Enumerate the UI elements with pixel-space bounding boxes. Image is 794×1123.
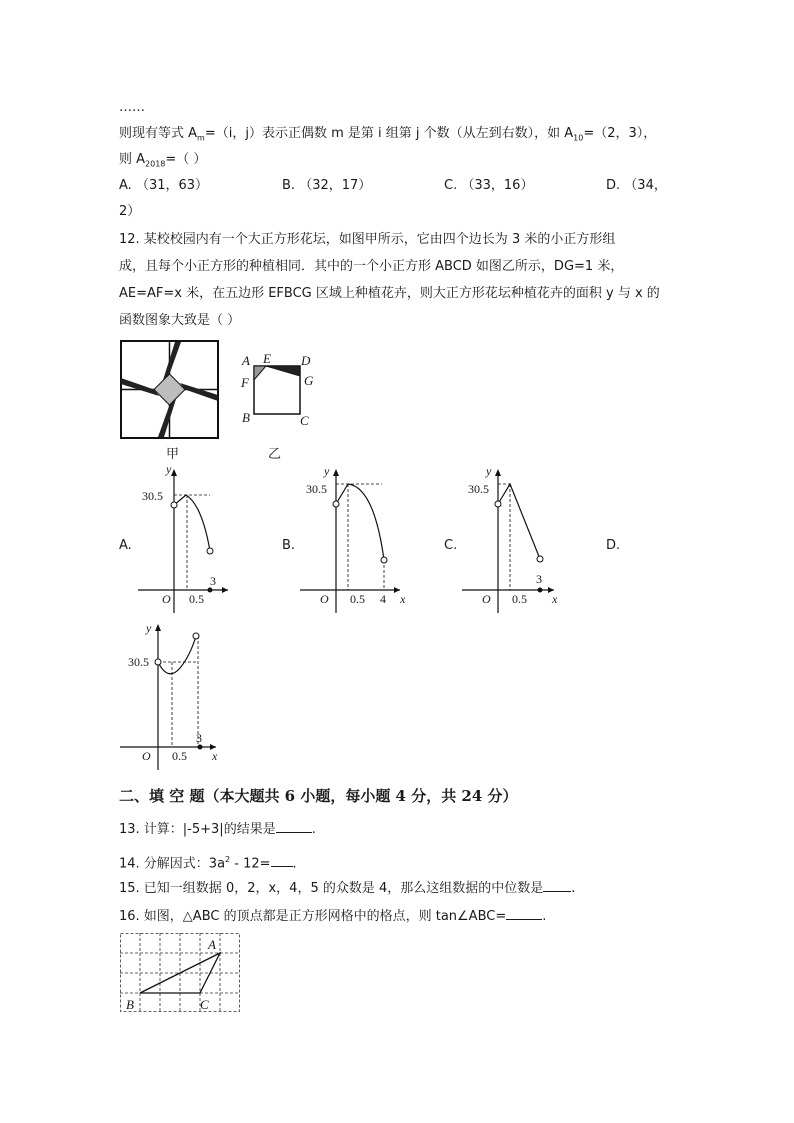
origin-label: O — [142, 749, 151, 763]
q11-line2: 则 $A_{2018}=$（ ） — [119, 152, 207, 169]
q11-option-b: B. （32，17） — [282, 178, 372, 193]
origin-label: O — [482, 592, 491, 606]
y-value-label: 30.5 — [128, 655, 149, 669]
origin-label: O — [162, 592, 171, 606]
q12-line1: 12. 某校校园内有一个大正方形花坛，如图甲所示，它由四个边长为 3 米的小正方形组 — [119, 232, 616, 247]
choice-c-letter: C. — [444, 538, 458, 553]
q14-line: 14. 分解因式：$3a^2 - 12=$ . — [119, 855, 297, 872]
label-A: A — [242, 353, 250, 368]
origin-label: O — [320, 592, 329, 606]
figure-yi — [238, 350, 318, 430]
x-half-label: 0.5 — [189, 592, 204, 606]
graph-choice-a — [138, 462, 230, 615]
y-axis-label: y — [324, 464, 330, 478]
y-value-label: 30.5 — [306, 482, 327, 496]
graph-choice-d — [120, 620, 224, 770]
x-end-label: 4 — [380, 592, 386, 606]
x-axis-label: x — [552, 592, 558, 606]
x-axis-label: x — [212, 749, 218, 763]
choice-b-letter: B. — [282, 538, 296, 553]
section-title: 二、填 空 题（本大题共 6 小题，每小题 4 分，共 24 分） — [119, 787, 518, 805]
figure-yi-caption: 乙 — [268, 447, 282, 462]
figure-triangle-grid — [120, 933, 242, 1013]
figure-jia-caption: 甲 — [166, 447, 180, 462]
x-half-label: 0.5 — [512, 592, 527, 606]
x-end-label: 3 — [210, 574, 216, 588]
label-C: C — [200, 997, 209, 1012]
choice-d-letter: D. — [606, 538, 621, 553]
label-G: G — [304, 373, 314, 388]
x-axis-label: x — [400, 592, 406, 606]
q12-line3: AE=AF=x 米，在五边形 EFBCG 区域上种植花卉，则大正方形花坛种植花卉的面积 y 与 x 的 — [119, 286, 660, 301]
answer-blank[interactable] — [271, 854, 293, 867]
figure-jia — [120, 340, 220, 440]
y-axis-label: y — [146, 621, 152, 635]
q12-line4: 函数图象大致是（ ） — [119, 313, 241, 328]
q11-option-c: C. （33，16） — [444, 178, 534, 193]
label-A: A — [208, 937, 216, 952]
q11-option-d-cont: 2） — [119, 204, 141, 219]
ellipsis-text: …… — [119, 100, 145, 115]
q11-option-a: A. （31，63） — [119, 178, 209, 193]
q11-line1: 则现有等式 $A_m=(i$，j）表示正偶数 m 是第 i 组第 j 个数（从左到右数），如 $A_{10}=(2$，3）， — [119, 126, 657, 143]
graph-choice-c — [462, 465, 562, 615]
x-half-label: 0.5 — [172, 749, 187, 763]
label-C: C — [300, 413, 309, 428]
answer-blank[interactable] — [543, 879, 571, 892]
graph-choice-b — [300, 465, 410, 615]
x-half-label: 0.5 — [350, 592, 365, 606]
y-value-label: 30.5 — [468, 482, 489, 496]
label-F: F — [241, 375, 249, 390]
choice-a-letter: A. — [119, 538, 132, 553]
q11-option-d: D. （34， — [606, 178, 667, 193]
y-axis-label: y — [166, 462, 172, 476]
label-B: B — [126, 997, 134, 1012]
q15-line: 15. 已知一组数据 0，2，x，4，5 的众数是 4，那么这组数据的中位数是 . — [119, 881, 576, 896]
answer-blank[interactable] — [276, 820, 312, 833]
y-axis-label: y — [486, 464, 492, 478]
label-E: E — [263, 351, 271, 366]
q16-line: 16. 如图，△ABC 的顶点都是正方形网格中的格点，则 tan∠ABC= . — [119, 909, 547, 924]
label-B: B — [242, 410, 250, 425]
x-end-label: 3 — [536, 572, 542, 586]
x-end-label: 3 — [196, 731, 202, 745]
q13-line: 13. 计算：|-5+3|的结果是 . — [119, 822, 316, 837]
answer-blank[interactable] — [506, 907, 542, 920]
q12-line2: 成，且每个小正方形的种植相同．其中的一个小正方形 ABCD 如图乙所示，DG=1 米， — [119, 259, 624, 274]
label-D: D — [301, 353, 311, 368]
y-value-label: 30.5 — [142, 489, 163, 503]
